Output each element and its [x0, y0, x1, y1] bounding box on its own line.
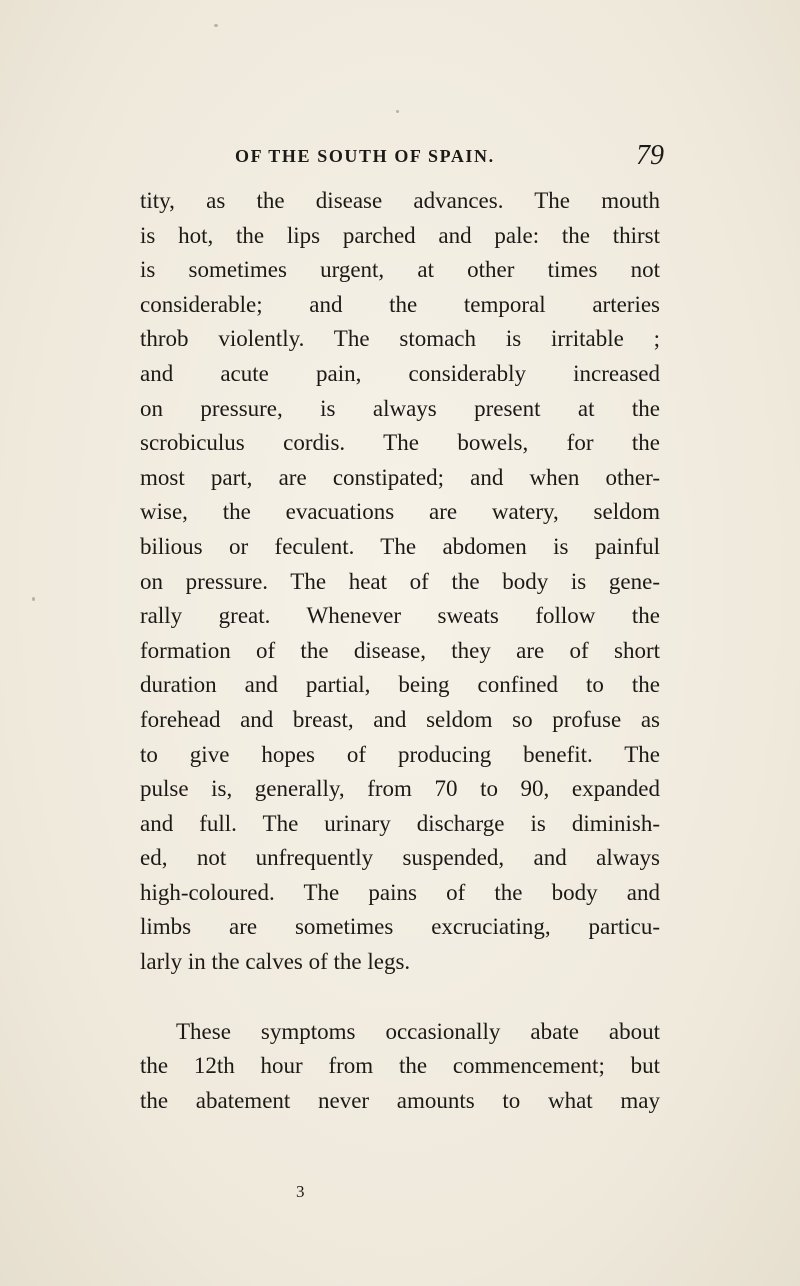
text-line: and acute pain, considerably increased	[140, 360, 660, 386]
text-line: ed, not unfrequently suspended, and always	[140, 845, 660, 871]
paragraph	[140, 1015, 660, 1119]
paragraph	[140, 184, 660, 980]
running-head	[200, 140, 664, 174]
text-line: is sometimes urgent, at other times not	[140, 257, 660, 283]
text-line: rally great. Whenever sweats follow the	[140, 603, 660, 629]
text-line: wise, the evacuations are watery, seldom	[140, 499, 660, 525]
text-line: limbs are sometimes excruciating, particu-	[140, 914, 660, 940]
text-line: duration and partial, being confined to the	[140, 672, 660, 698]
text-line: throb violently. The stomach is irritable ;	[140, 326, 660, 352]
text-line: considerable; and the temporal arteries	[140, 291, 660, 317]
text-line: larly in the calves of the legs.	[140, 949, 411, 975]
body-text	[140, 184, 660, 1118]
running-title: OF THE SOUTH OF SPAIN.	[235, 146, 495, 166]
text-line: formation of the disease, they are of short	[140, 637, 660, 663]
text-line: is hot, the lips parched and pale: the thirst	[140, 222, 660, 248]
text-line: high-coloured. The pains of the body and	[140, 879, 660, 905]
page-number: 79	[636, 140, 664, 171]
text-line: pulse is, generally, from 70 to 90, expanded	[140, 776, 660, 802]
text-line: on pressure, is always present at the	[140, 395, 660, 421]
text-line: tity, as the disease advances. The mouth	[140, 188, 660, 213]
text-line: scrobiculus cordis. The bowels, for the	[140, 430, 660, 456]
signature-mark: 3	[296, 1182, 305, 1201]
paper-speck	[396, 110, 399, 113]
text-line: the abatement never amounts to what may	[140, 1087, 660, 1113]
text-line: the 12th hour from the commencement; but	[140, 1053, 660, 1079]
text-line: on pressure. The heat of the body is gene-	[140, 568, 660, 594]
text-line: These symptoms occasionally abate about	[176, 1018, 660, 1044]
text-line: most part, are constipated; and when other-	[140, 464, 660, 490]
text-line: forehead and breast, and seldom so profuse as	[140, 706, 660, 732]
text-line: to give hopes of producing benefit. The	[140, 741, 660, 767]
paper-speck	[32, 597, 35, 601]
text-line: and full. The urinary discharge is diminish-	[140, 810, 660, 836]
text-line: bilious or feculent. The abdomen is painful	[140, 533, 660, 559]
paragraph-gap	[140, 980, 660, 1015]
paper-speck	[214, 24, 218, 27]
